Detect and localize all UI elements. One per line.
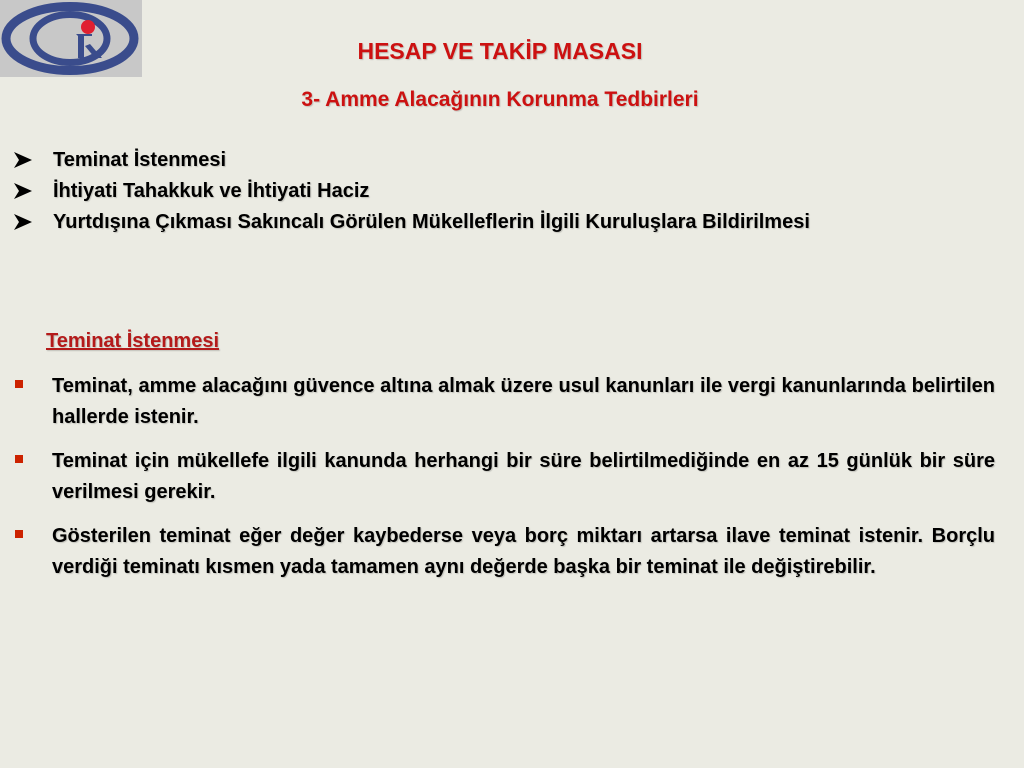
list-item [14,446,995,508]
list-item [14,371,995,433]
list-item [14,145,914,176]
measures-list [14,145,914,238]
square-bullet-icon [15,530,23,538]
square-bullet-icon [15,380,23,388]
list-item-text: Teminat için mükellefe ilgili kanunda herhangi bir süre belirtilmediğinde en az 15 günlük bir süre verilmesi gerekir. [52,450,995,503]
section-heading: Teminat İstenmesi [46,330,220,352]
list-item-text: İhtiyati Tahakkuk ve İhtiyati Haciz [53,180,370,202]
institution-logo [0,0,142,77]
list-item-text: Yurtdışına Çıkması Sakıncalı Görülen Mükelleflerin İlgili Kuruluşlara Bildirilmesi [53,211,810,233]
square-bullet-icon [15,455,23,463]
list-item-text: Teminat, amme alacağını güvence altına almak üzere usul kanunları ile vergi kanunlarında belirtilen hallerde istenir. [52,375,995,428]
logo-icon [0,0,142,77]
list-item-text: Teminat İstenmesi [53,149,227,171]
slide-subtitle: 3- Amme Alacağının Korunma Tedbirleri [301,88,699,111]
list-item-text: Gösterilen teminat eğer değer kaybederse veya borç miktarı artarsa ilave teminat istenir. Borçlu verdiği teminatı kısmen yada tamamen aynı değerde başka bir teminat ile değiştirebilir. [52,525,995,578]
arrow-bullet-icon [14,183,32,199]
details-list [14,371,995,596]
arrow-bullet-icon [14,214,32,230]
list-item [14,207,914,238]
list-item [14,176,914,207]
arrow-bullet-icon [14,152,32,168]
list-item [14,521,995,583]
slide-title: HESAP VE TAKİP MASASI [357,38,643,64]
